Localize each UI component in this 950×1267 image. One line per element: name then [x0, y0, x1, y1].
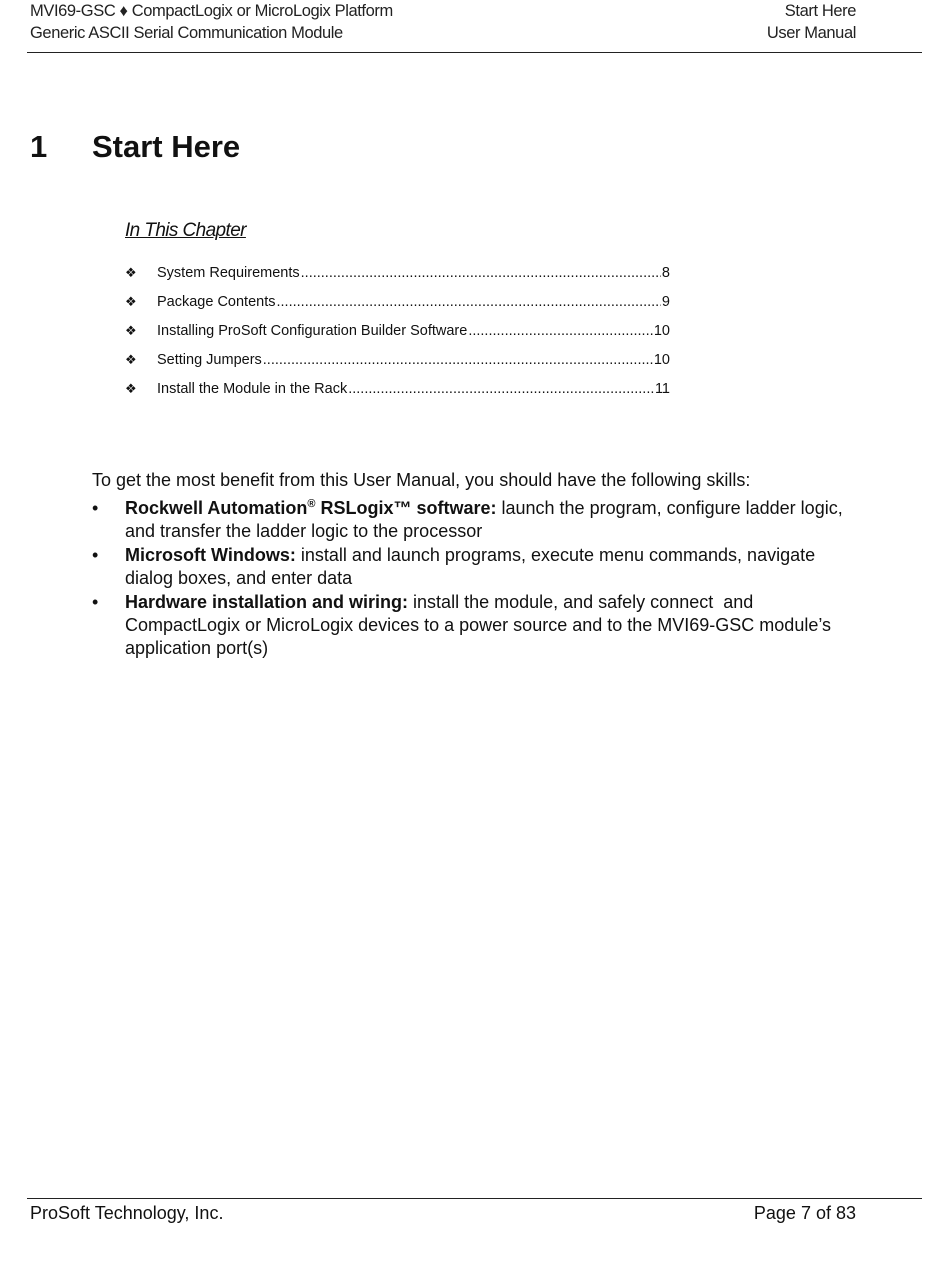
skill-name-part: RSLogix™ software:	[315, 498, 497, 518]
toc-item[interactable]	[125, 289, 670, 318]
toc-item[interactable]	[125, 347, 670, 376]
toc-item-label[interactable]: Installing ProSoft Configuration Builder Software	[157, 323, 468, 339]
toc-item-label[interactable]: System Requirements	[157, 265, 300, 281]
skill-name	[125, 498, 497, 518]
diamond-bullet-icon: ❖	[125, 295, 137, 310]
toc-item-label[interactable]: Package Contents	[157, 294, 276, 310]
page-header	[30, 0, 856, 44]
toc-item-page[interactable]: 10	[653, 352, 670, 368]
skill-name: Microsoft Windows:	[125, 545, 296, 565]
skills-list	[92, 497, 862, 661]
toc-item-page[interactable]: 8	[661, 265, 670, 281]
toc-item-label[interactable]: Setting Jumpers	[157, 352, 262, 368]
toc-item[interactable]	[125, 260, 670, 289]
header-document-type: User Manual	[766, 24, 856, 42]
skill-description: install and launch programs, execute menu commands, navigate dialog boxes, and enter data	[125, 545, 816, 588]
toc-item-label[interactable]: Install the Module in the Rack	[157, 381, 348, 397]
header-row-1	[30, 0, 856, 22]
skill-text	[125, 497, 862, 543]
footer-divider	[27, 1198, 922, 1199]
diamond-bullet-icon: ❖	[125, 266, 137, 281]
toc-leader-dots	[277, 289, 661, 315]
toc-heading: In This Chapter	[125, 220, 246, 241]
bullet-icon: •	[92, 545, 99, 565]
bullet-icon: •	[92, 592, 99, 612]
page-footer	[30, 1200, 856, 1226]
toc-item-page[interactable]: 11	[654, 381, 670, 397]
diamond-bullet-icon: ❖	[125, 353, 137, 368]
toc-item[interactable]	[125, 376, 670, 405]
intro-paragraph: To get the most benefit from this User Manual, you should have the following skills:	[92, 470, 751, 490]
registered-mark: ®	[307, 498, 316, 510]
skill-text	[125, 591, 862, 660]
chapter-contents-list	[125, 260, 670, 405]
footer-company: ProSoft Technology, Inc.	[30, 1203, 224, 1223]
header-module-name: Generic ASCII Serial Communication Module	[30, 24, 343, 42]
bullet-icon: •	[92, 498, 99, 518]
header-row-2	[30, 22, 856, 44]
list-item	[92, 591, 862, 660]
toc-leader-dots	[263, 347, 653, 373]
chapter-number: 1	[30, 129, 48, 164]
list-item	[92, 497, 862, 543]
toc-item-page[interactable]: 9	[661, 294, 670, 310]
header-product-line: MVI69-GSC ♦ CompactLogix or MicroLogix Platform	[30, 2, 393, 20]
list-item	[92, 544, 862, 590]
skill-description: install the module, and safely connect and CompactLogix or MicroLogix devices to a power source and to the MVI69-GSC module’s application port(s)	[125, 592, 837, 658]
chapter-title: Start Here	[92, 129, 241, 164]
toc-leader-dots	[468, 318, 653, 344]
header-divider	[27, 52, 922, 53]
skill-name: Hardware installation and wiring:	[125, 592, 409, 612]
toc-leader-dots	[301, 260, 661, 286]
toc-item-page[interactable]: 10	[653, 323, 670, 339]
header-section-title: Start Here	[784, 2, 856, 20]
diamond-bullet-icon: ❖	[125, 324, 137, 339]
footer-page-number: Page 7 of 83	[753, 1203, 856, 1223]
toc-item[interactable]	[125, 318, 670, 347]
toc-leader-dots	[348, 376, 654, 402]
skill-name-part: Rockwell Automation	[125, 498, 308, 518]
skill-description: launch the program, configure ladder logic, and transfer the ladder logic to the processor	[125, 498, 843, 541]
chapter-heading	[30, 126, 240, 168]
skill-text	[125, 544, 862, 590]
diamond-bullet-icon: ❖	[125, 382, 137, 397]
